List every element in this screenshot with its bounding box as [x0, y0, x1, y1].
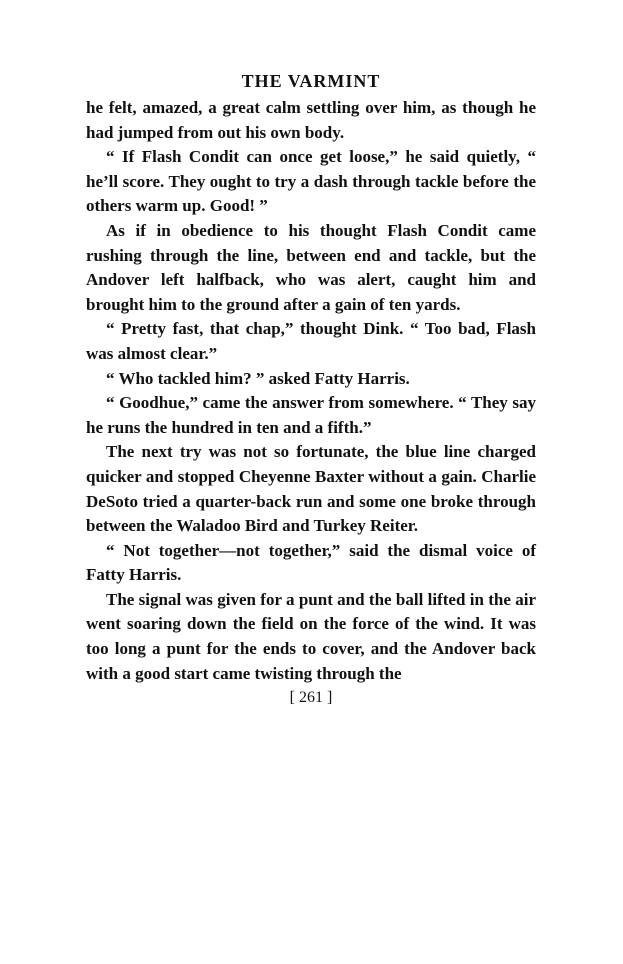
paragraph-8: “ Not together—not together,” said the dismal voice of Fatty Harris. [86, 540, 536, 585]
paragraph-2: “ If Flash Condit can once get loose,” he said quietly, “ he’ll score. They ought to try a dash through tackle before the others warm up. Good! ” [86, 147, 536, 216]
running-title: THE VARMINT [241, 71, 381, 91]
paragraph-4: “ Pretty fast, that chap,” thought Dink. “ Too bad, Flash was almost clear.” [86, 319, 536, 363]
paragraph-7: The next try was not so fortunate, the blue line charged quicker and stopped Cheyenne Baxter without a gain. Charlie DeSoto tried a quarter-back run and some one broke through between the Waladoo Bird and Turkey Reiter. [86, 442, 536, 536]
page-number: [ 261 ] [289, 689, 333, 707]
paragraph-1: he felt, amazed, a great calm settling over him, as though he had jumped from out his own body. [86, 98, 536, 142]
paragraph-3: As if in obedience to his thought Flash Condit came rushing through the line, between end and tackle, but the Andover left halfback, who was alert, caught him and brought him to the ground after a gain of ten yards. [86, 220, 536, 314]
paragraph-9: The signal was given for a punt and the ball lifted in the air went soaring down the field on the force of the wind. It was too long a punt for the ends to cover, and the Andover back with a good start came twisting through the [86, 589, 536, 683]
book-page [86, 70, 536, 709]
paragraph-5: “ Who tackled him? ” asked Fatty Harris. [106, 368, 410, 388]
body-text [86, 96, 536, 686]
paragraph-6: “ Goodhue,” came the answer from somewhere. “ They say he runs the hundred in ten and a fifth.” [86, 393, 536, 437]
